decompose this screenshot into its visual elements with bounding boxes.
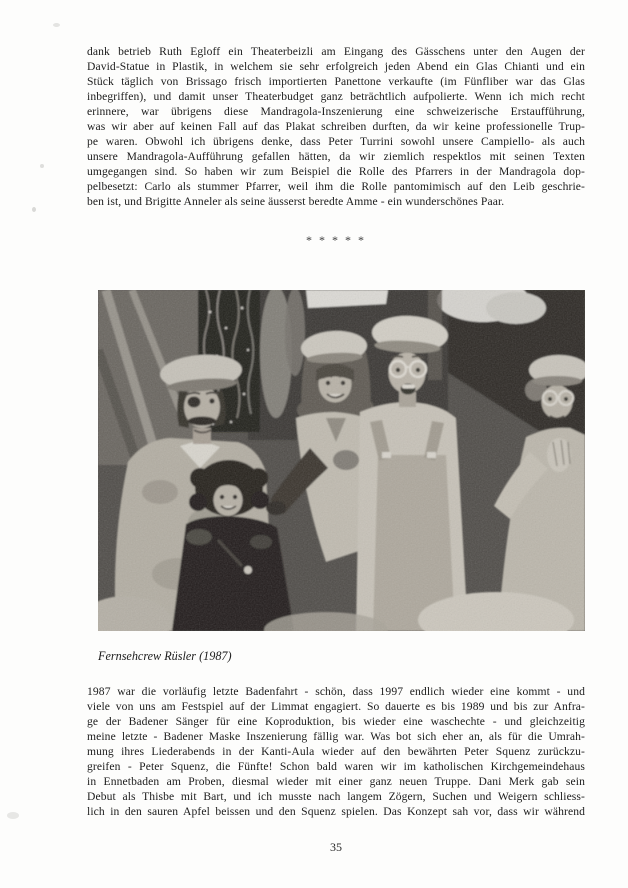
text-line: Stück täglich von Brissago frisch importierten Panettone verkaufte (im Fünfliber war das Glas [87, 75, 585, 88]
photo-caption: Fernsehcrew Rüsler (1987) [98, 649, 232, 663]
text-line: unsere Mandragola-Aufführung gefallen hätten, da wir ziemlich respektlos mit seinen Texten [87, 150, 585, 163]
text-line: viele von uns am Festspiel auf der Limmat engagiert. So dauerte es bis 1989 und bis zur Anfra- [87, 700, 585, 713]
scan-artifact [40, 164, 44, 168]
text-line: meine letzte - Badener Maske Inszenierung fällig war. Was bot sich eher an, als für die Umrah- [87, 730, 585, 743]
text-line: was wir aber auf keinen Fall auf das Plakat schreiben durften, da wir keine professionelle Trup- [87, 120, 585, 133]
scan-artifact [53, 23, 60, 27]
text-line: in Ennetbaden am Proben, diesmal wieder mit einer ganz neuen Truppe. Dani Merk gab sein [87, 775, 585, 788]
text-line: ben ist, und Brigitte Anneler als seine äusserst beredte Amme - ein wunderschönes Paar. [87, 195, 505, 208]
text-line: lich in den sauren Apfel beissen und den Squenz spielen. Das Konzept sah vor, dass wir während [87, 805, 585, 818]
photo-illustration [98, 290, 585, 631]
page-number: 35 [330, 840, 342, 854]
text-line: Debut als Thisbe mit Bart, und ich musste nach langem Zögern, Suchen und Weigern schliess- [87, 790, 585, 803]
text-line: mung ihres Liederabends in der Kanti-Aula wieder auf den bewährten Peter Squenz zurückzu- [87, 745, 585, 758]
text-line: greifen - Peter Squenz, die Fünfte! Schon bald waren wir im katholischen Kirchgemeindehaus [87, 760, 585, 773]
scan-artifact [7, 812, 19, 819]
text-line: inbegriffen), und damit unser Theaterbudget ganz beträchtlich aufpolierte. Wenn ich mich recht [87, 90, 585, 103]
text-line: ge der Badener Sänger für eine Koproduktion, bis wieder eine waschechte - und gleichzeitig [87, 715, 585, 728]
photo-fernsehcrew [98, 290, 585, 631]
text-line: umgegangen sind. So haben wir zum Beispiel die Rolle des Pfarrers in der Mandragola dop- [87, 165, 585, 178]
paragraph-2 [87, 684, 585, 819]
text-line: erinnere, war übrigens diese Mandragola-Inszenierung eine schweizerische Erstaufführung, [87, 105, 585, 118]
text-line: dank betrieb Ruth Egloff ein Theaterbeizli am Eingang des Gässchens unter den Augen der [87, 45, 585, 58]
text-line: pe waren. Obwohl ich übrigens denke, dass Peter Turrini sowohl unsere Campiello- als auch [87, 135, 585, 148]
text-line: David-Statue in Plastik, in welchem sie sehr erfolgreich jeden Abend ein Glas Chianti und ein [87, 60, 585, 73]
scan-artifact [32, 207, 36, 212]
paragraph-1 [87, 44, 585, 209]
text-line: 1987 war die vorläufig letzte Badenfahrt - schön, dass 1997 endlich wieder eine kommt - und [87, 685, 585, 698]
text-line: pelbesetzt: Carlo als stummer Pfarrer, weil ihm die Rolle pantomimisch auf den Leib geschrie- [87, 180, 585, 193]
page-content [87, 0, 585, 855]
section-separator: * * * * * [306, 233, 366, 247]
